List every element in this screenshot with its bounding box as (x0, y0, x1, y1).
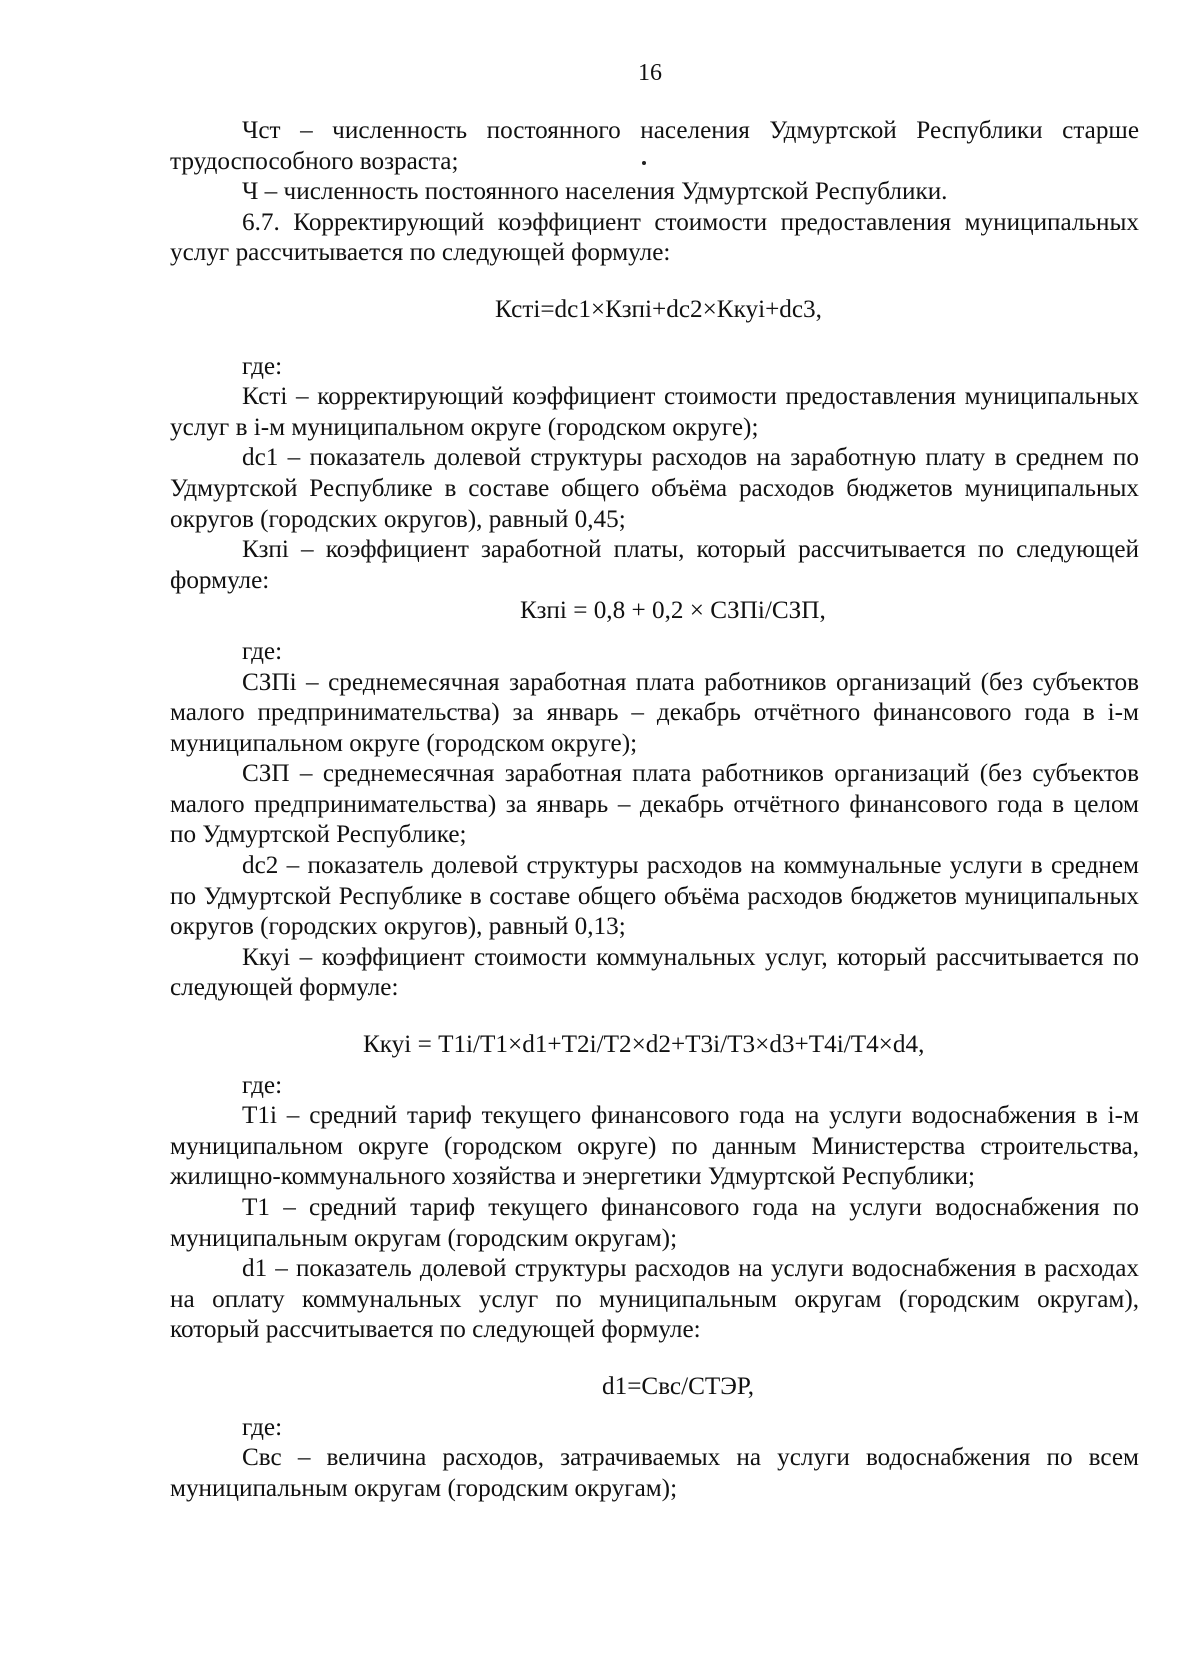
definition-d1: d1 – показатель долевой структуры расходов на услуги водоснабжения в расходах на оплату коммунальных услуг по муниципальным округам (городским округам), который рассчитывается по следующей формуле: (170, 1255, 1139, 1344)
where-label: где: (242, 1071, 283, 1099)
definition-ch: Ч – численность постоянного населения Удмуртской Республики. (242, 178, 948, 206)
definition-dc1: dc1 – показатель долевой структуры расходов на заработную плату в среднем по Удмуртской Республике в составе общего объёма расходов бюджетов муниципальных округов (городских округов), равный 0,45; (170, 444, 1139, 533)
where-label: где: (242, 1413, 283, 1441)
definition-svs: Свс – величина расходов, затрачиваемых на услуги водоснабжения по всем муниципальным округам (городским округам); (170, 1444, 1139, 1502)
formula-kst: Кстi=dc1×Кзпi+dc2×Ккуi+dc3, (495, 295, 822, 323)
where-label: где: (242, 637, 283, 665)
section-6-7: 6.7. Корректирующий коэффициент стоимости предоставления муниципальных услуг рассчитывается по следующей формуле: (170, 208, 1139, 267)
page-number: 16 (638, 60, 662, 86)
formula-kku: Ккуi = Т1i/Т1×d1+Т2i/Т2×d2+Т3i/Т3×d3+Т4i/Т4×d4, (363, 1031, 925, 1059)
definition-kku: Ккуi – коэффициент стоимости коммунальных услуг, который рассчитывается по следующей формуле: (170, 943, 1139, 1002)
document-body (170, 116, 1139, 1504)
definition-chst: Чст – численность постоянного населения Удмуртской Республики старше трудоспособного возраста; (170, 117, 1139, 175)
formula-d1: d1=Свс/СТЭР, (602, 1372, 755, 1400)
definition-szpi: СЗПi – среднемесячная заработная плата работников организаций (без субъектов малого предпринимательства) за январь – декабрь отчётного финансового года в i-м муниципальном округе (городском округе); (170, 668, 1139, 757)
definition-szp: СЗП – среднемесячная заработная плата работников организаций (без субъектов малого предпринимательства) за январь – декабрь отчётного финансового года в целом по Удмуртской Республике; (170, 760, 1139, 849)
definition-kst: Кстi – корректирующий коэффициент стоимости предоставления муниципальных услуг в i-м муниципальном округе (городском округе); (170, 383, 1139, 441)
definition-t1i: Т1i – средний тариф текущего финансового года на услуги водоснабжения в i-м муниципальном округе (городском округе) по данным Министерства строительства, жилищно-коммунального хозяйства и энергетики Удмуртской Республики; (170, 1102, 1139, 1191)
definition-t1: Т1 – средний тариф текущего финансового года на услуги водоснабжения по муниципальным округам (городским округам); (170, 1194, 1139, 1252)
definition-dc2: dc2 – показатель долевой структуры расходов на коммунальные услуги в среднем по Удмуртской Республике в составе общего объёма расходов бюджетов муниципальных округов (городских округов), равный 0,13; (170, 852, 1139, 941)
where-label: где: (242, 352, 283, 380)
definition-kzp: Кзпi – коэффициент заработной платы, который рассчитывается по следующей формуле: (170, 536, 1139, 594)
formula-kzp: Кзпi = 0,8 + 0,2 × СЗПi/СЗП, (520, 597, 826, 625)
